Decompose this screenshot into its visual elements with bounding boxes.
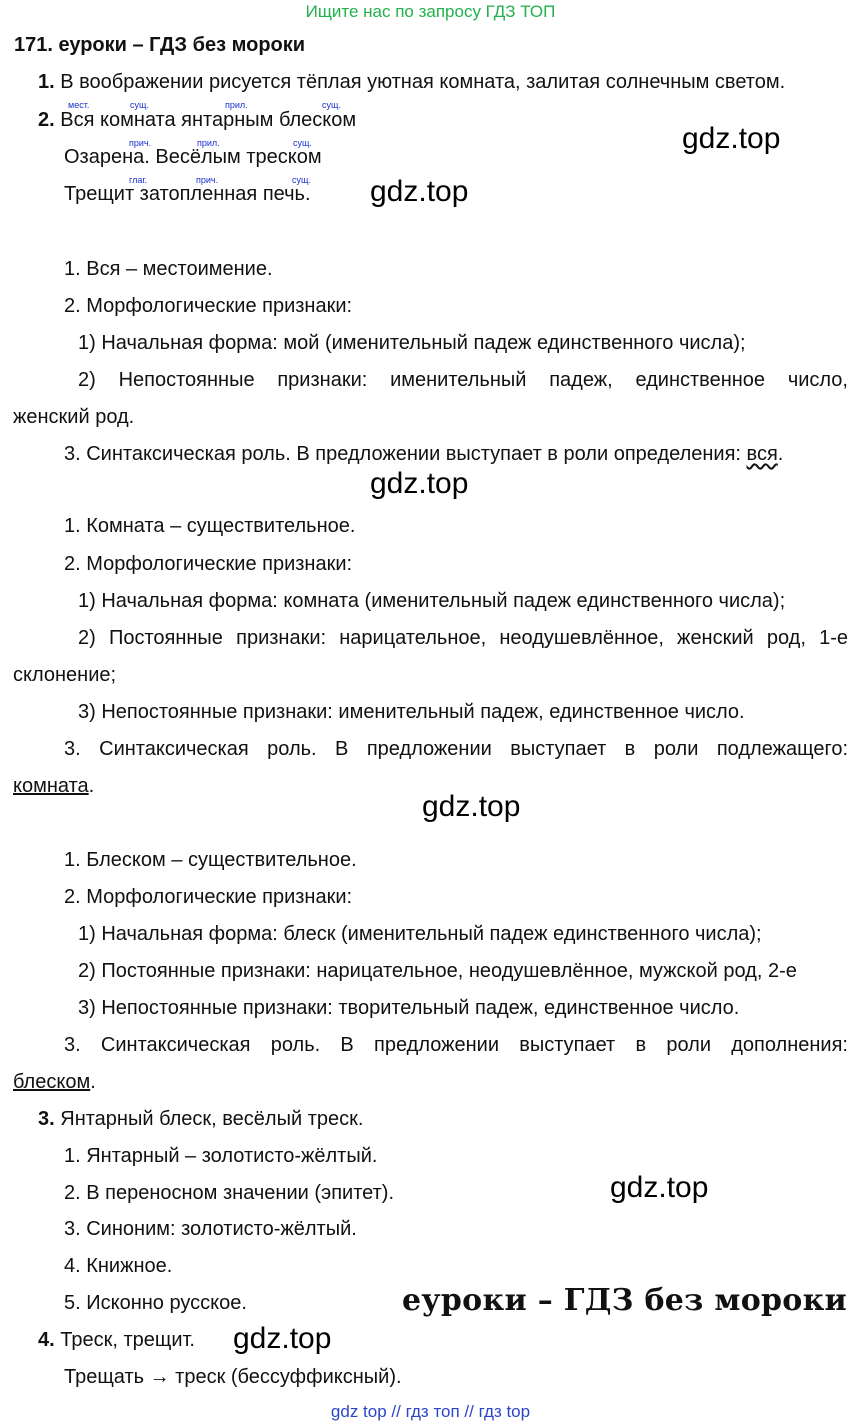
tag-sushch-4: сущ. <box>292 175 311 185</box>
komnata-line-4: 2) Постоянные признаки: нарицательное, неодушевлённое, женский род, 1-е <box>78 627 848 649</box>
tag-sushch-2: сущ. <box>322 100 341 110</box>
task-3 <box>38 1107 363 1131</box>
period: . <box>88 775 95 797</box>
task-2-number: 2. <box>38 109 55 131</box>
task-1-number: 1. <box>38 71 55 93</box>
poem-line-3: Трещит затопленная печь. <box>64 183 311 205</box>
vsya-line-3: 1) Начальная форма: мой (именительный падеж единственного числа); <box>78 332 746 354</box>
task-3-item: 2. В переносном значении (эпитет). <box>64 1182 394 1204</box>
vsya-syntax-word: вся <box>746 443 778 465</box>
page-title: 171. еуроки – ГДЗ без мороки <box>14 34 306 56</box>
task-3-text: Янтарный блеск, весёлый треск. <box>60 1108 364 1130</box>
tag-prich-1: прич. <box>129 138 152 148</box>
blesk-line-1: 1. Блеском – существительное. <box>64 849 357 871</box>
watermark: gdz.top <box>370 175 469 208</box>
brand-logo-text: еуроки – ГДЗ без мороки <box>402 1283 848 1318</box>
blesk-syntax-word: блеском <box>13 1071 91 1093</box>
task-1-text: В воображении рисуется тёплая уютная комната, залитая солнечным светом. <box>60 71 786 93</box>
vsya-line-4: 2) Непостоянные признаки: именительный падеж, единственное число, <box>78 369 848 391</box>
blesk-line-2: 2. Морфологические признаки: <box>64 886 353 908</box>
poem-line-2: Озарена. Весёлым треском <box>64 146 322 168</box>
blesk-line-5: 3) Непостоянные признаки: творительный падеж, единственное число. <box>78 997 740 1019</box>
tag-pril-2: прил. <box>197 138 220 148</box>
task-4-number: 4. <box>38 1329 55 1351</box>
komnata-line-2: 2. Морфологические признаки: <box>64 553 353 575</box>
komnata-line-3: 1) Начальная форма: комната (именительный падеж единственного числа); <box>78 590 786 612</box>
top-banner[interactable]: Ищите нас по запросу ГДЗ ТОП <box>305 2 556 21</box>
komnata-line-1: 1. Комната – существительное. <box>64 515 356 537</box>
vsya-line-4b: женский род. <box>13 406 135 428</box>
poem-line-1 <box>38 108 356 132</box>
task-1 <box>38 70 785 94</box>
watermark: gdz.top <box>370 467 469 500</box>
watermark: gdz.top <box>682 122 781 155</box>
watermark: gdz.top <box>233 1322 332 1355</box>
tag-pril-1: прил. <box>225 100 248 110</box>
vsya-syntax-text: 3. Синтаксическая роль. В предложении выступает в роли определения: <box>64 443 741 465</box>
blesk-line-4: 2) Постоянные признаки: нарицательное, неодушевлённое, мужской род, 2-е <box>78 960 797 982</box>
task-4-derivation: Трещать → треск (бессуффиксный). <box>64 1366 402 1388</box>
tag-mest: мест. <box>68 100 90 110</box>
komnata-line-5: 3) Непостоянные признаки: именительный падеж, единственное число. <box>78 701 745 723</box>
vsya-line-1: 1. Вся – местоимение. <box>64 258 273 280</box>
vsya-line-2: 2. Морфологические признаки: <box>64 295 353 317</box>
blesk-line-6b <box>13 1070 96 1094</box>
watermark: gdz.top <box>422 790 521 823</box>
task-3-item: 1. Янтарный – золотисто-жёлтый. <box>64 1145 378 1167</box>
poem-line-1-text: Вся комната янтарным блеском <box>60 109 357 131</box>
komnata-line-4b: склонение; <box>13 664 117 686</box>
task-4 <box>38 1328 195 1352</box>
bottom-banner[interactable]: gdz top // гдз топ // гдз top <box>330 1402 531 1421</box>
task-3-item: 3. Синоним: золотисто-жёлтый. <box>64 1218 357 1240</box>
period: . <box>777 443 784 465</box>
task-3-item: 5. Исконно русское. <box>64 1292 247 1314</box>
task-3-number: 3. <box>38 1108 55 1130</box>
komnata-line-6b <box>13 774 94 798</box>
watermark: gdz.top <box>610 1171 709 1204</box>
blesk-line-3: 1) Начальная форма: блеск (именительный падеж единственного числа); <box>78 923 762 945</box>
tag-prich-2: прич. <box>196 175 219 185</box>
tag-glag: глаг. <box>129 175 148 185</box>
task-4-text: Треск, трещит. <box>60 1329 195 1351</box>
task-3-item: 4. Книжное. <box>64 1255 173 1277</box>
tag-sushch-3: сущ. <box>293 138 312 148</box>
tag-sushch-1: сущ. <box>130 100 149 110</box>
period: . <box>90 1071 96 1093</box>
komnata-line-6: 3. Синтаксическая роль. В предложении выступает в роли подлежащего: <box>64 738 848 760</box>
vsya-line-5 <box>64 442 783 466</box>
komnata-syntax-word: комната <box>13 775 89 797</box>
blesk-line-6: 3. Синтаксическая роль. В предложении выступает в роли дополнения: <box>64 1034 848 1056</box>
